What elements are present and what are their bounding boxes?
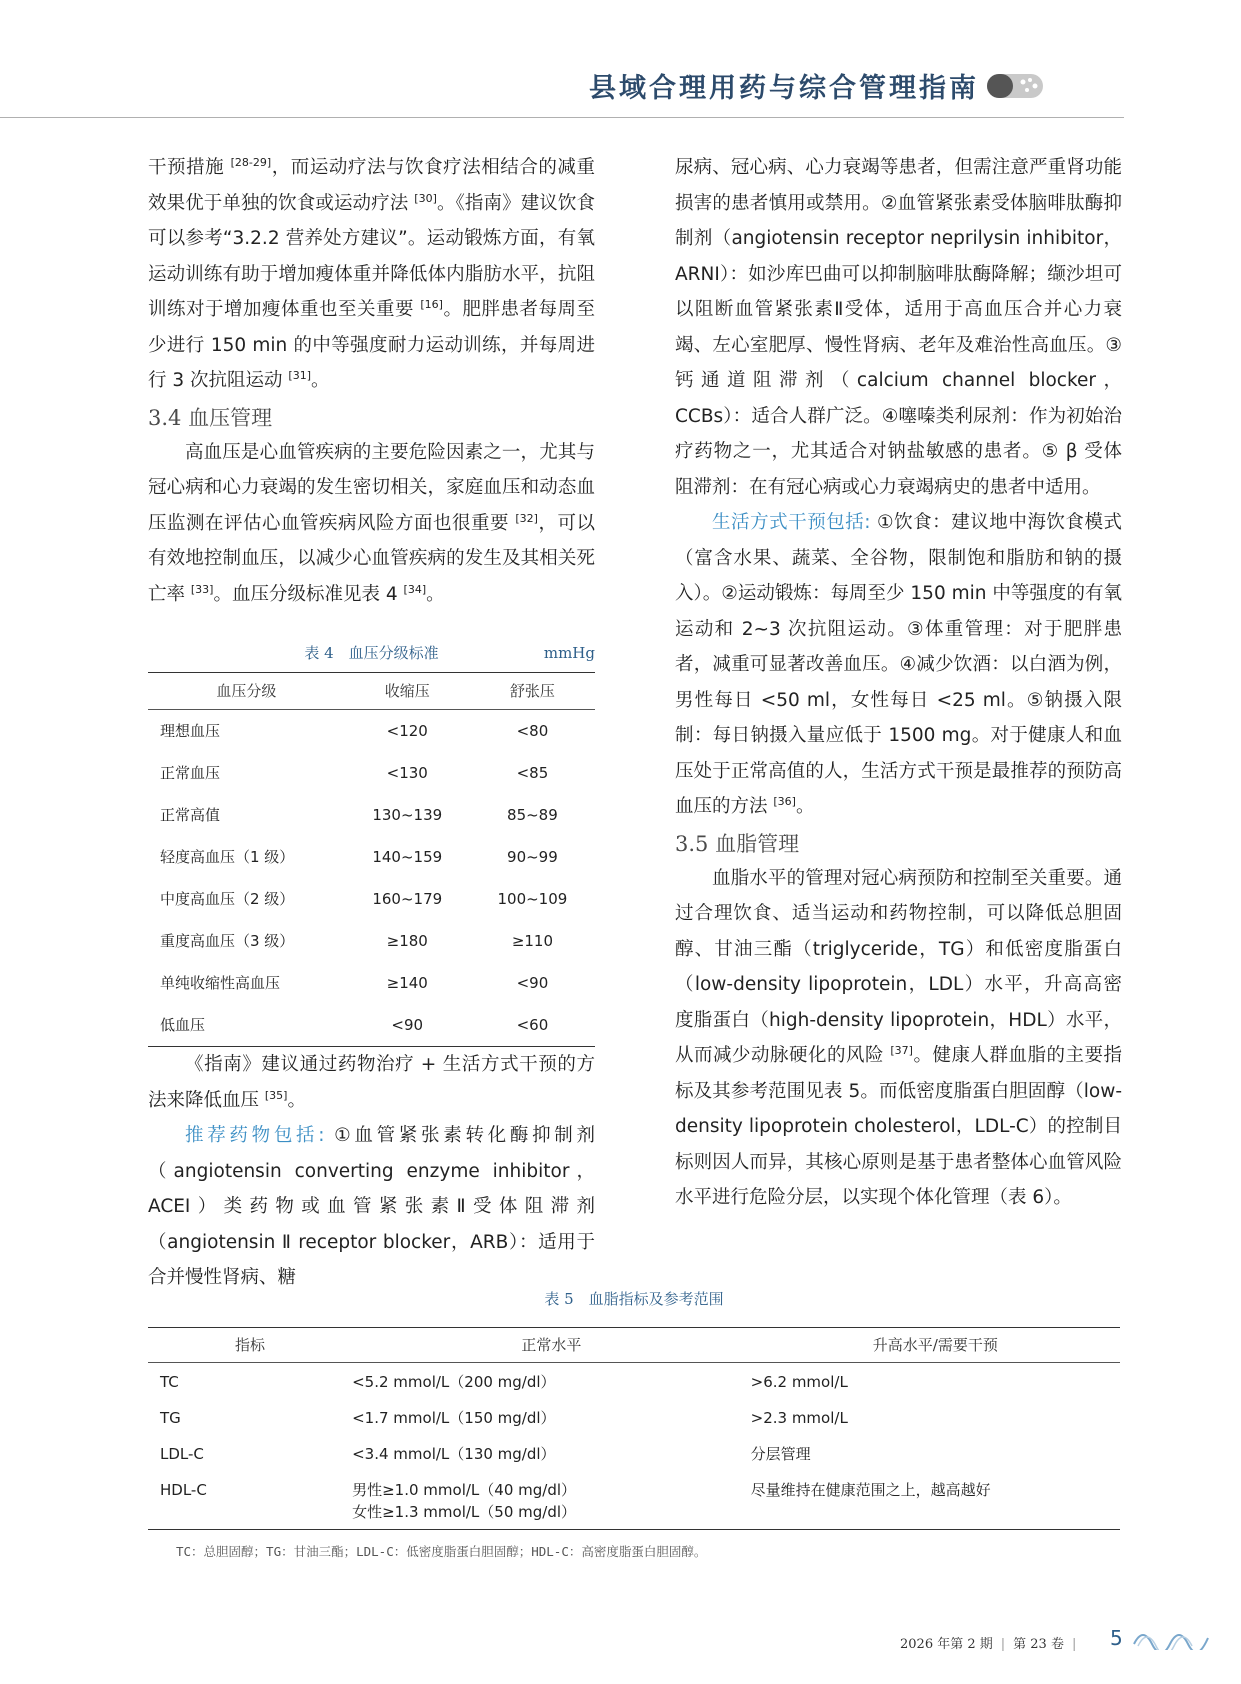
left-column [148, 150, 595, 1296]
column-header: 血压分级 [148, 673, 345, 710]
section-heading-3-4: 3.4 血压管理 [148, 405, 273, 430]
table-row: 低血压 <90 <60 [160, 1016, 549, 1034]
citation: [28-29] [230, 156, 272, 169]
table-row: 正常高值 130~139 85~89 [160, 806, 558, 824]
citation: [34] [403, 582, 427, 596]
footer-wave-icon [1132, 1628, 1212, 1650]
citation: [32] [515, 511, 538, 525]
paragraph-hypertension: 高血压是心血管疾病的主要危险因素之一，尤其与冠心病和心力衰竭的发生密切相关，家庭血压和动态血压监测在评估心血管疾病风险方面也很重要 [32]，可以有效地控制血压，以减少心血管疾病的发生及其相关死亡率 [33]。血压分级标准见表 4 [34]。 [148, 441, 595, 605]
right-column [675, 150, 1122, 1216]
page-footer: 2026 年第 2 期 | 第 23 卷 | [900, 1637, 1077, 1652]
table-header-row [148, 1328, 1120, 1363]
table4-caption-row [148, 636, 595, 660]
table-row: LDL-C <3.4 mmol/L（130 mg/dl） 分层管理 [160, 1445, 811, 1463]
paragraph-weight: 干预措施 [28-29]，而运动疗法与饮食疗法相结合的减重效果优于单独的饮食或运动疗法 [30]。《指南》建议饮食可以参考“3.2.2 营养处方建议”。运动锻炼方面，有氧运动训练有助于增加瘦体重并降低体内脂肪水平，抗阻训练对于增加瘦体重也至关重要 [16]。肥胖患者每周至少进行 150 min 的中等强度耐力运动训练，并每周进行 3 次抗阻运动 [31]。 [148, 156, 595, 391]
table-row: HDL-C 男性≥1.0 mmol/L（40 mg/dl） 女性≥1.3 mmol/L（50 mg/dl） 尽量维持在健康范围之上，越高越好 [160, 1481, 991, 1521]
table-row: TC <5.2 mmol/L（200 mg/dl） >6.2 mmol/L [160, 1373, 848, 1391]
table-row: 中度高血压（2 级） 160~179 100~109 [160, 890, 568, 908]
header-rule [0, 117, 1124, 118]
table5-footnote: TC：总胆固醇；TG：甘油三酯；LDL-C：低密度脂蛋白胆固醇；HDL-C：高密度脂蛋白胆固醇。 [176, 1544, 707, 1559]
paragraph-guideline: 《指南》建议通过药物治疗 + 生活方式干预的方法来降低血压 [35]。 [148, 1054, 595, 1111]
paragraph-lifestyle: 生活方式干预包括: ①饮食：建议地中海饮食模式（富含水果、蔬菜、全谷物，限制饱和脂肪和钠的摄入）。②运动锻炼：每周至少 150 min 中等强度的有氧运动和 2~3 次抗阻运动。③体重管理：对于肥胖患者，减重可显著改善血压。④减少饮酒：以白酒为例，男性每日 <50 ml，女性每日 <25 ml。⑤钠摄入限制：每日钠摄入量应低于 1500 mg。对于健康人和血压处于正常高值的人，生活方式干预是最推荐的预防高血压的方法 [36]。 [675, 512, 1123, 817]
citation: [31] [288, 369, 312, 382]
citation: [16] [420, 298, 443, 311]
citation: [33] [190, 582, 214, 596]
journal-title: 县域合理用药与综合管理指南 [589, 73, 979, 104]
blood-pressure-table [148, 672, 595, 1047]
journal-logo-icon [985, 68, 1045, 104]
citation: [36] [773, 795, 796, 808]
column-header: 收缩压 [345, 673, 470, 710]
issue-label: 2026 年第 2 期 [900, 1637, 993, 1652]
table-row: 轻度高血压（1 级） 140~159 90~99 [160, 848, 558, 866]
citation: [35] [264, 1088, 288, 1102]
paragraph-lipids: 血脂水平的管理对冠心病预防和控制至关重要。通过合理饮食、适当运动和药物控制，可以降低总胆固醇、甘油三酯（triglyceride，TG）和低密度脂蛋白（low-density lipoprotein，LDL）水平，升高高密度脂蛋白（high-density lipoprotein，HDL）水平，从而减少动脉硬化的风险 [37]。健康人群血脂的主要指标及其参考范围见表 5。而低密度脂蛋白胆固醇（low-density lipoprotein cholesterol，LDL-C）的控制目标则因人而异，其核心原则是基于患者整体心血管风险水平进行危险分层，以实现个体化管理（表 6）。 [675, 867, 1122, 1208]
column-header: 正常水平 [352, 1328, 751, 1363]
section-heading-3-5: 3.5 血脂管理 [675, 831, 800, 856]
paragraph-drugs: 推荐药物包括: ①血管紧张素转化酶抑制剂（angiotensin converting enzyme inhibitor，ACEI）类药物或血管紧张素Ⅱ受体阻滞剂（angiotensin Ⅱ receptor blocker，ARB）：适用于合并慢性肾病、糖 [148, 1125, 595, 1288]
page-number: 5 [1110, 1626, 1123, 1650]
table-row: 正常血压 <130 <85 [160, 764, 549, 782]
table-row: 理想血压 <120 <80 [160, 722, 549, 740]
table4-caption: 表 4 血压分级标准 [304, 644, 439, 662]
citation: [30] [414, 191, 437, 205]
column-header: 舒张压 [470, 673, 595, 710]
lipid-table [148, 1327, 1120, 1530]
table-row: TG <1.7 mmol/L（150 mg/dl） >2.3 mmol/L [160, 1409, 848, 1427]
column-header: 指标 [148, 1328, 352, 1363]
table4-unit: mmHg [543, 644, 595, 662]
paragraph-drugs-continued: 尿病、冠心病、心力衰竭等患者，但需注意严重肾功能损害的患者慎用或禁用。②血管紧张素受体脑啡肽酶抑制剂（angiotensin receptor neprilysin inhibitor，ARNI）：如沙库巴曲可以抑制脑啡肽酶降解；缬沙坦可以阻断血管紧张素Ⅱ受体，适用于高血压合并心力衰竭、左心室肥厚、慢性肾病、老年及难治性高血压。③钙通道阻滞剂（calcium channel blocker，CCBs）：适合人群广泛。④噻嗪类利尿剂：作为初始治疗药物之一，尤其适合对钠盐敏感的患者。⑤ β 受体阻滞剂：在有冠心病或心力衰竭病史的患者中适用。 [675, 157, 1122, 498]
citation: [37] [890, 1044, 913, 1057]
drugs-label: 推荐药物包括: [185, 1125, 325, 1146]
lifestyle-label: 生活方式干预包括: [712, 512, 871, 533]
volume-label: 第 23 卷 [1013, 1637, 1064, 1652]
table-header-row [148, 673, 595, 710]
column-header: 升高水平/需要干预 [751, 1328, 1120, 1363]
table5-caption: 表 5 血脂指标及参考范围 [544, 1290, 724, 1308]
table-row: 重度高血压（3 级） ≥180 ≥110 [160, 932, 554, 950]
table-row: 单纯收缩性高血压 ≥140 <90 [160, 974, 549, 992]
